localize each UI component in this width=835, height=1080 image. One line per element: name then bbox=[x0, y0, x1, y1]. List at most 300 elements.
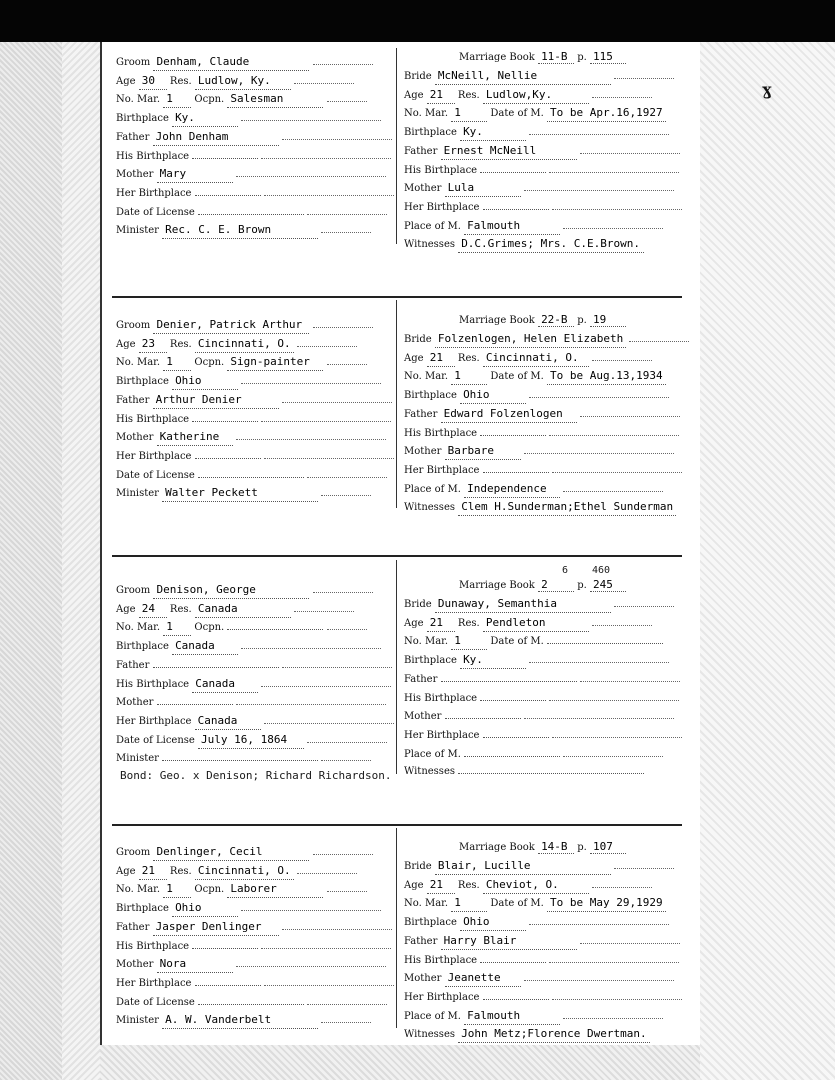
dotted-fill bbox=[236, 956, 386, 967]
dotted-fill bbox=[552, 727, 682, 738]
bride-mother: Barbare bbox=[445, 443, 521, 460]
groom-his-birthplace bbox=[192, 421, 258, 422]
bride-date-of-m: To be May 29,1929 bbox=[547, 895, 666, 912]
groom-date-of-license: July 16, 1864 bbox=[198, 732, 304, 749]
dotted-fill bbox=[629, 331, 689, 342]
groom-no-mar: 1 bbox=[163, 881, 191, 898]
dotted-fill bbox=[261, 411, 391, 422]
dotted-fill bbox=[241, 110, 381, 121]
marriage-book-page: 115 bbox=[590, 50, 626, 64]
dotted-fill bbox=[524, 180, 674, 191]
field-label: Groom bbox=[116, 585, 151, 596]
dotted-fill bbox=[313, 844, 373, 855]
field-label: Age bbox=[116, 75, 136, 87]
field-label: Date of M. bbox=[490, 108, 544, 120]
groom-ocpn bbox=[227, 629, 323, 630]
groom-age: 23 bbox=[139, 336, 167, 353]
marriage-book-line bbox=[459, 313, 626, 327]
bride-no-mar: 1 bbox=[451, 895, 487, 912]
bride-no-mar-row bbox=[404, 368, 666, 384]
field-label: Place of M. bbox=[404, 748, 461, 760]
groom-license-row bbox=[116, 732, 387, 748]
field-label: Her Birthplace bbox=[404, 464, 480, 476]
bride-mother-row bbox=[404, 443, 674, 459]
field-label: Res. bbox=[457, 89, 480, 101]
groom-no-mar: 1 bbox=[163, 619, 191, 636]
field-label: Her Birthplace bbox=[404, 991, 480, 1003]
groom-row bbox=[116, 582, 373, 598]
field-label: Groom bbox=[116, 847, 151, 858]
column-divider bbox=[396, 828, 397, 1028]
field-label: Age bbox=[116, 338, 136, 350]
groom-res: Ludlow, Ky. bbox=[195, 73, 291, 90]
field-label: Res. bbox=[169, 603, 192, 615]
bride-birthplace-row bbox=[404, 124, 669, 140]
groom-age-row bbox=[116, 863, 357, 879]
field-label: Age bbox=[404, 879, 424, 891]
dotted-fill bbox=[264, 713, 394, 724]
dotted-fill bbox=[236, 166, 386, 177]
field-label: No. Mar. bbox=[404, 898, 449, 910]
dotted-fill bbox=[307, 204, 387, 215]
groom-her-birthplace bbox=[195, 458, 261, 459]
bride-birthplace: Ohio bbox=[460, 387, 526, 404]
bride-witnesses-row bbox=[404, 764, 644, 780]
groom-age-row bbox=[116, 336, 357, 352]
field-label: Date of M. bbox=[490, 636, 544, 648]
dotted-fill bbox=[563, 218, 663, 229]
sheet-edge bbox=[100, 42, 102, 1080]
dotted-fill bbox=[297, 336, 357, 347]
field-label: His Birthplace bbox=[116, 150, 190, 162]
dotted-fill bbox=[580, 406, 680, 417]
field-label: Marriage Book bbox=[459, 842, 535, 853]
dotted-fill bbox=[261, 148, 391, 159]
dotted-fill bbox=[580, 933, 680, 944]
field-label: No. Mar. bbox=[404, 636, 449, 648]
bride-her-birthplace bbox=[483, 472, 549, 473]
groom-his-birthplace-row bbox=[116, 676, 391, 692]
field-label: Age bbox=[116, 603, 136, 615]
groom-minister-row bbox=[116, 222, 371, 238]
field-label: Res. bbox=[169, 338, 192, 350]
groom-age-row bbox=[116, 73, 354, 89]
field-label: His Birthplace bbox=[116, 413, 190, 425]
groom-date-of-license bbox=[198, 214, 304, 215]
field-label: Birthplace bbox=[116, 113, 169, 125]
marriage-book-line bbox=[459, 50, 626, 64]
bride-age-row bbox=[404, 877, 652, 893]
page-number-annotation: 460 bbox=[592, 565, 611, 576]
groom-her-birthplace-row bbox=[116, 975, 394, 991]
dotted-fill bbox=[552, 462, 682, 473]
groom-his-birthplace-row bbox=[116, 148, 391, 164]
field-label: Her Birthplace bbox=[116, 977, 192, 989]
marriage-book-number: 11-B bbox=[538, 50, 574, 64]
dotted-fill bbox=[614, 596, 674, 607]
groom-his-birthplace bbox=[192, 158, 258, 159]
dotted-fill bbox=[313, 317, 373, 328]
groom-birthplace-row bbox=[116, 638, 381, 654]
groom-mother-row bbox=[116, 166, 386, 182]
dotted-fill bbox=[282, 657, 392, 668]
groom-birthplace-row bbox=[116, 110, 381, 126]
field-label: Marriage Book bbox=[459, 52, 535, 63]
groom-father-row bbox=[116, 392, 392, 408]
dotted-fill bbox=[307, 732, 387, 743]
dotted-fill bbox=[529, 387, 669, 398]
dotted-fill bbox=[313, 54, 373, 65]
bride-place-row bbox=[404, 481, 663, 497]
field-label: Her Birthplace bbox=[404, 729, 480, 741]
marriage-book-page: 107 bbox=[590, 840, 626, 854]
groom-mother-row bbox=[116, 429, 386, 445]
scan-top-border bbox=[0, 0, 835, 42]
groom-license-row bbox=[116, 467, 387, 483]
dotted-fill bbox=[529, 652, 669, 663]
field-label: Birthplace bbox=[116, 376, 169, 388]
groom-no-mar-row bbox=[116, 619, 367, 635]
bride-her-birthplace-row bbox=[404, 989, 682, 1005]
bride-age-row bbox=[404, 87, 652, 103]
groom-his-birthplace: Canada bbox=[192, 676, 258, 693]
groom-her-birthplace-row bbox=[116, 713, 394, 729]
field-label: Ocpn. bbox=[194, 884, 225, 896]
bride-no-mar-row bbox=[404, 895, 666, 911]
field-label: No. Mar. bbox=[404, 108, 449, 120]
bride-his-birthplace bbox=[480, 172, 546, 173]
bride-witnesses-row bbox=[404, 1026, 650, 1042]
bride-place-row bbox=[404, 746, 663, 762]
bride-place-of-m: Falmouth bbox=[464, 218, 560, 235]
marriage-book-number: 22-B bbox=[538, 313, 574, 327]
field-label: Birthplace bbox=[404, 127, 457, 139]
dotted-fill bbox=[321, 750, 371, 761]
bride-no-mar: 1 bbox=[451, 105, 487, 122]
bride-no-mar-row bbox=[404, 105, 666, 121]
groom-birthplace: Canada bbox=[172, 638, 238, 655]
bride-place-row bbox=[404, 1008, 663, 1024]
bride-res: Ludlow,Ky. bbox=[483, 87, 589, 104]
groom-ocpn: Sign-painter bbox=[227, 354, 323, 371]
field-label: Age bbox=[404, 89, 424, 101]
dotted-fill bbox=[241, 373, 381, 384]
page-gutter bbox=[62, 42, 100, 1080]
groom-father: Jasper Denlinger bbox=[153, 919, 279, 936]
field-label: No. Mar. bbox=[116, 622, 161, 634]
groom-name: Denier, Patrick Arthur bbox=[153, 317, 309, 334]
bride-place-of-m: Independence bbox=[464, 481, 560, 498]
field-label: Father bbox=[116, 394, 150, 406]
field-label: Place of M. bbox=[404, 483, 461, 495]
marriage-book-page: 19 bbox=[590, 313, 626, 327]
field-label: Mother bbox=[116, 169, 154, 181]
groom-age: 30 bbox=[139, 73, 167, 90]
dotted-fill bbox=[282, 392, 392, 403]
field-label: Ocpn. bbox=[194, 94, 225, 106]
field-label: Her Birthplace bbox=[116, 450, 192, 462]
dotted-fill bbox=[524, 970, 674, 981]
field-label: Father bbox=[404, 935, 438, 947]
dotted-fill bbox=[327, 619, 367, 630]
bride-witnesses-row bbox=[404, 499, 676, 515]
groom-mother-row bbox=[116, 956, 386, 972]
field-label: Marriage Book bbox=[459, 315, 535, 326]
field-label: Ocpn. bbox=[194, 622, 225, 634]
field-label: Date of M. bbox=[490, 371, 544, 383]
field-label: Bride bbox=[404, 334, 432, 345]
groom-ocpn: Salesman bbox=[227, 91, 323, 108]
dotted-fill bbox=[282, 129, 392, 140]
bride-mother-row bbox=[404, 970, 674, 986]
field-label: Birthplace bbox=[116, 641, 169, 653]
field-label: Birthplace bbox=[404, 917, 457, 929]
field-label: Minister bbox=[116, 488, 159, 500]
field-label: Father bbox=[404, 673, 438, 685]
dotted-fill bbox=[563, 1008, 663, 1019]
dotted-fill bbox=[261, 676, 391, 687]
groom-no-mar: 1 bbox=[163, 91, 191, 108]
record-separator bbox=[112, 296, 682, 298]
groom-his-birthplace-row bbox=[116, 411, 391, 427]
groom-his-birthplace bbox=[192, 948, 258, 949]
groom-minister: A. W. Vanderbelt bbox=[162, 1012, 318, 1029]
field-label: Ocpn. bbox=[194, 357, 225, 369]
groom-row bbox=[116, 844, 373, 860]
bride-father: Edward Folzenlogen bbox=[441, 406, 577, 423]
groom-name: Denlinger, Cecil bbox=[153, 844, 309, 861]
groom-no-mar-row bbox=[116, 91, 367, 107]
field-label: Birthplace bbox=[404, 390, 457, 402]
bride-mother-row bbox=[404, 708, 674, 724]
bride-father-row bbox=[404, 671, 680, 687]
bride-her-birthplace-row bbox=[404, 199, 682, 215]
dotted-fill bbox=[321, 1012, 371, 1023]
book-number-annotation: 6 bbox=[562, 565, 569, 576]
bride-birthplace: Ohio bbox=[460, 914, 526, 931]
groom-name: Denham, Claude bbox=[153, 54, 309, 71]
groom-age-row bbox=[116, 601, 354, 617]
bride-row bbox=[404, 596, 674, 612]
bride-her-birthplace bbox=[483, 209, 549, 210]
bride-his-birthplace-row bbox=[404, 690, 679, 706]
field-label: Mother bbox=[404, 711, 442, 723]
dotted-fill bbox=[592, 615, 652, 626]
groom-birthplace-row bbox=[116, 373, 381, 389]
record-separator bbox=[112, 555, 682, 557]
field-label: Res. bbox=[169, 75, 192, 87]
field-label: His Birthplace bbox=[404, 954, 478, 966]
dotted-fill bbox=[529, 124, 669, 135]
dotted-fill bbox=[307, 994, 387, 1005]
bride-no-mar-row bbox=[404, 633, 663, 649]
bride-date-of-m: To be Apr.16,1927 bbox=[547, 105, 666, 122]
groom-mother: Katherine bbox=[157, 429, 233, 446]
field-label: No. Mar. bbox=[116, 357, 161, 369]
field-label: His Birthplace bbox=[116, 678, 190, 690]
field-label: Mother bbox=[404, 183, 442, 195]
bride-father-row bbox=[404, 406, 680, 422]
bride-birthplace-row bbox=[404, 652, 669, 668]
field-label: Mother bbox=[116, 697, 154, 709]
bride-res: Pendleton bbox=[483, 615, 589, 632]
dotted-fill bbox=[307, 467, 387, 478]
field-label: p. bbox=[577, 580, 587, 591]
groom-ocpn: Laborer bbox=[227, 881, 323, 898]
dotted-fill bbox=[524, 708, 674, 719]
field-label: Minister bbox=[116, 1015, 159, 1027]
marriage-book-number: 2 bbox=[538, 578, 574, 592]
bride-her-birthplace bbox=[483, 999, 549, 1000]
bride-his-birthplace-row bbox=[404, 952, 679, 968]
groom-her-birthplace-row bbox=[116, 448, 394, 464]
groom-father-row bbox=[116, 129, 392, 145]
field-label: Date of License bbox=[116, 206, 195, 218]
dotted-fill bbox=[327, 354, 367, 365]
bride-witnesses: Clem H.Sunderman;Ethel Sunderman bbox=[458, 499, 676, 516]
field-label: No. Mar. bbox=[404, 371, 449, 383]
field-label: Father bbox=[116, 131, 150, 143]
dotted-fill bbox=[524, 443, 674, 454]
bride-name: Folzenlogen, Helen Elizabeth bbox=[435, 331, 626, 348]
dotted-fill bbox=[327, 91, 367, 102]
field-label: Her Birthplace bbox=[404, 201, 480, 213]
field-label: Res. bbox=[457, 352, 480, 364]
field-label: Her Birthplace bbox=[116, 187, 192, 199]
dotted-fill bbox=[321, 222, 371, 233]
field-label: Her Birthplace bbox=[116, 715, 192, 727]
bride-birthplace: Ky. bbox=[460, 652, 526, 669]
field-label: Res. bbox=[169, 865, 192, 877]
bride-witnesses: John Metz;Florence Dwertman. bbox=[458, 1026, 649, 1043]
groom-birthplace: Ohio bbox=[172, 900, 238, 917]
bride-no-mar: 1 bbox=[451, 368, 487, 385]
field-label: Place of M. bbox=[404, 220, 461, 232]
field-label: His Birthplace bbox=[116, 940, 190, 952]
field-label: Witnesses bbox=[404, 766, 455, 778]
field-label: p. bbox=[577, 52, 587, 63]
bride-date-of-m: To be Aug.13,1934 bbox=[547, 368, 666, 385]
dotted-fill bbox=[321, 485, 371, 496]
field-label: Groom bbox=[116, 320, 151, 331]
dotted-fill bbox=[297, 863, 357, 874]
field-label: p. bbox=[577, 315, 587, 326]
field-label: Mother bbox=[404, 973, 442, 985]
bride-date-of-m bbox=[547, 643, 663, 644]
field-label: Mother bbox=[404, 446, 442, 458]
dotted-fill bbox=[313, 582, 373, 593]
scan-left-margin bbox=[0, 42, 62, 1080]
field-label: Father bbox=[404, 408, 438, 420]
dotted-fill bbox=[294, 601, 354, 612]
groom-father bbox=[153, 667, 279, 668]
dotted-fill bbox=[563, 481, 663, 492]
groom-res: Cincinnati, O. bbox=[195, 863, 294, 880]
field-label: His Birthplace bbox=[404, 164, 478, 176]
dotted-fill bbox=[241, 638, 381, 649]
field-label: Groom bbox=[116, 57, 151, 68]
groom-age: 24 bbox=[139, 601, 167, 618]
dotted-fill bbox=[241, 900, 381, 911]
groom-no-mar-row bbox=[116, 354, 367, 370]
dotted-fill bbox=[549, 425, 679, 436]
bride-mother bbox=[445, 718, 521, 719]
dotted-fill bbox=[580, 143, 680, 154]
dotted-fill bbox=[592, 87, 652, 98]
dotted-fill bbox=[549, 690, 679, 701]
bride-witnesses: D.C.Grimes; Mrs. C.E.Brown. bbox=[458, 236, 644, 253]
field-label: Birthplace bbox=[116, 903, 169, 915]
bride-father-row bbox=[404, 143, 680, 159]
bride-his-birthplace bbox=[480, 435, 546, 436]
bride-birthplace-row bbox=[404, 387, 669, 403]
record-separator bbox=[112, 824, 682, 826]
bride-witnesses-row bbox=[404, 236, 644, 252]
groom-date-of-license bbox=[198, 477, 304, 478]
marriage-book-page: 245 bbox=[590, 578, 626, 592]
groom-minister: Rec. C. E. Brown bbox=[162, 222, 318, 239]
field-label: Mother bbox=[116, 432, 154, 444]
field-label: No. Mar. bbox=[116, 94, 161, 106]
groom-row bbox=[116, 54, 373, 70]
bride-birthplace: Ky. bbox=[460, 124, 526, 141]
dotted-fill bbox=[549, 162, 679, 173]
bride-his-birthplace-row bbox=[404, 162, 679, 178]
dotted-fill bbox=[592, 350, 652, 361]
dotted-fill bbox=[282, 919, 392, 930]
bride-age-row bbox=[404, 615, 652, 631]
groom-birthplace: Ky. bbox=[172, 110, 238, 127]
groom-mother-row bbox=[116, 694, 386, 710]
field-label: His Birthplace bbox=[404, 427, 478, 439]
dotted-fill bbox=[614, 68, 674, 79]
bride-place-of-m: Falmouth bbox=[464, 1008, 560, 1025]
bride-row bbox=[404, 68, 674, 84]
field-label: Date of License bbox=[116, 996, 195, 1008]
field-label: Witnesses bbox=[404, 1029, 455, 1041]
bride-res: Cincinnati, O. bbox=[483, 350, 589, 367]
bride-father bbox=[441, 681, 577, 682]
groom-minister: Walter Peckett bbox=[162, 485, 318, 502]
dotted-fill bbox=[236, 429, 386, 440]
field-label: Witnesses bbox=[404, 502, 455, 514]
dotted-fill bbox=[294, 73, 354, 84]
field-label: Res. bbox=[457, 617, 480, 629]
groom-mother bbox=[157, 704, 233, 705]
field-label: Age bbox=[404, 617, 424, 629]
scan-bottom-margin bbox=[100, 1045, 700, 1080]
field-label: No. Mar. bbox=[116, 884, 161, 896]
bride-her-birthplace-row bbox=[404, 462, 682, 478]
field-label: Res. bbox=[457, 879, 480, 891]
bride-age: 21 bbox=[427, 350, 455, 367]
groom-row bbox=[116, 317, 373, 333]
field-label: Marriage Book bbox=[459, 580, 535, 591]
dotted-fill bbox=[552, 199, 682, 210]
dotted-fill bbox=[549, 952, 679, 963]
groom-date-of-license bbox=[198, 1004, 304, 1005]
field-label: Bride bbox=[404, 71, 432, 82]
groom-her-birthplace-row bbox=[116, 185, 394, 201]
bride-father: Harry Blair bbox=[441, 933, 577, 950]
dotted-fill bbox=[327, 881, 367, 892]
bride-her-birthplace-row bbox=[404, 727, 682, 743]
field-label: Mother bbox=[116, 959, 154, 971]
field-label: Witnesses bbox=[404, 239, 455, 251]
bride-mother: Lula bbox=[445, 180, 521, 197]
bride-age-row bbox=[404, 350, 652, 366]
dotted-fill bbox=[614, 858, 674, 869]
